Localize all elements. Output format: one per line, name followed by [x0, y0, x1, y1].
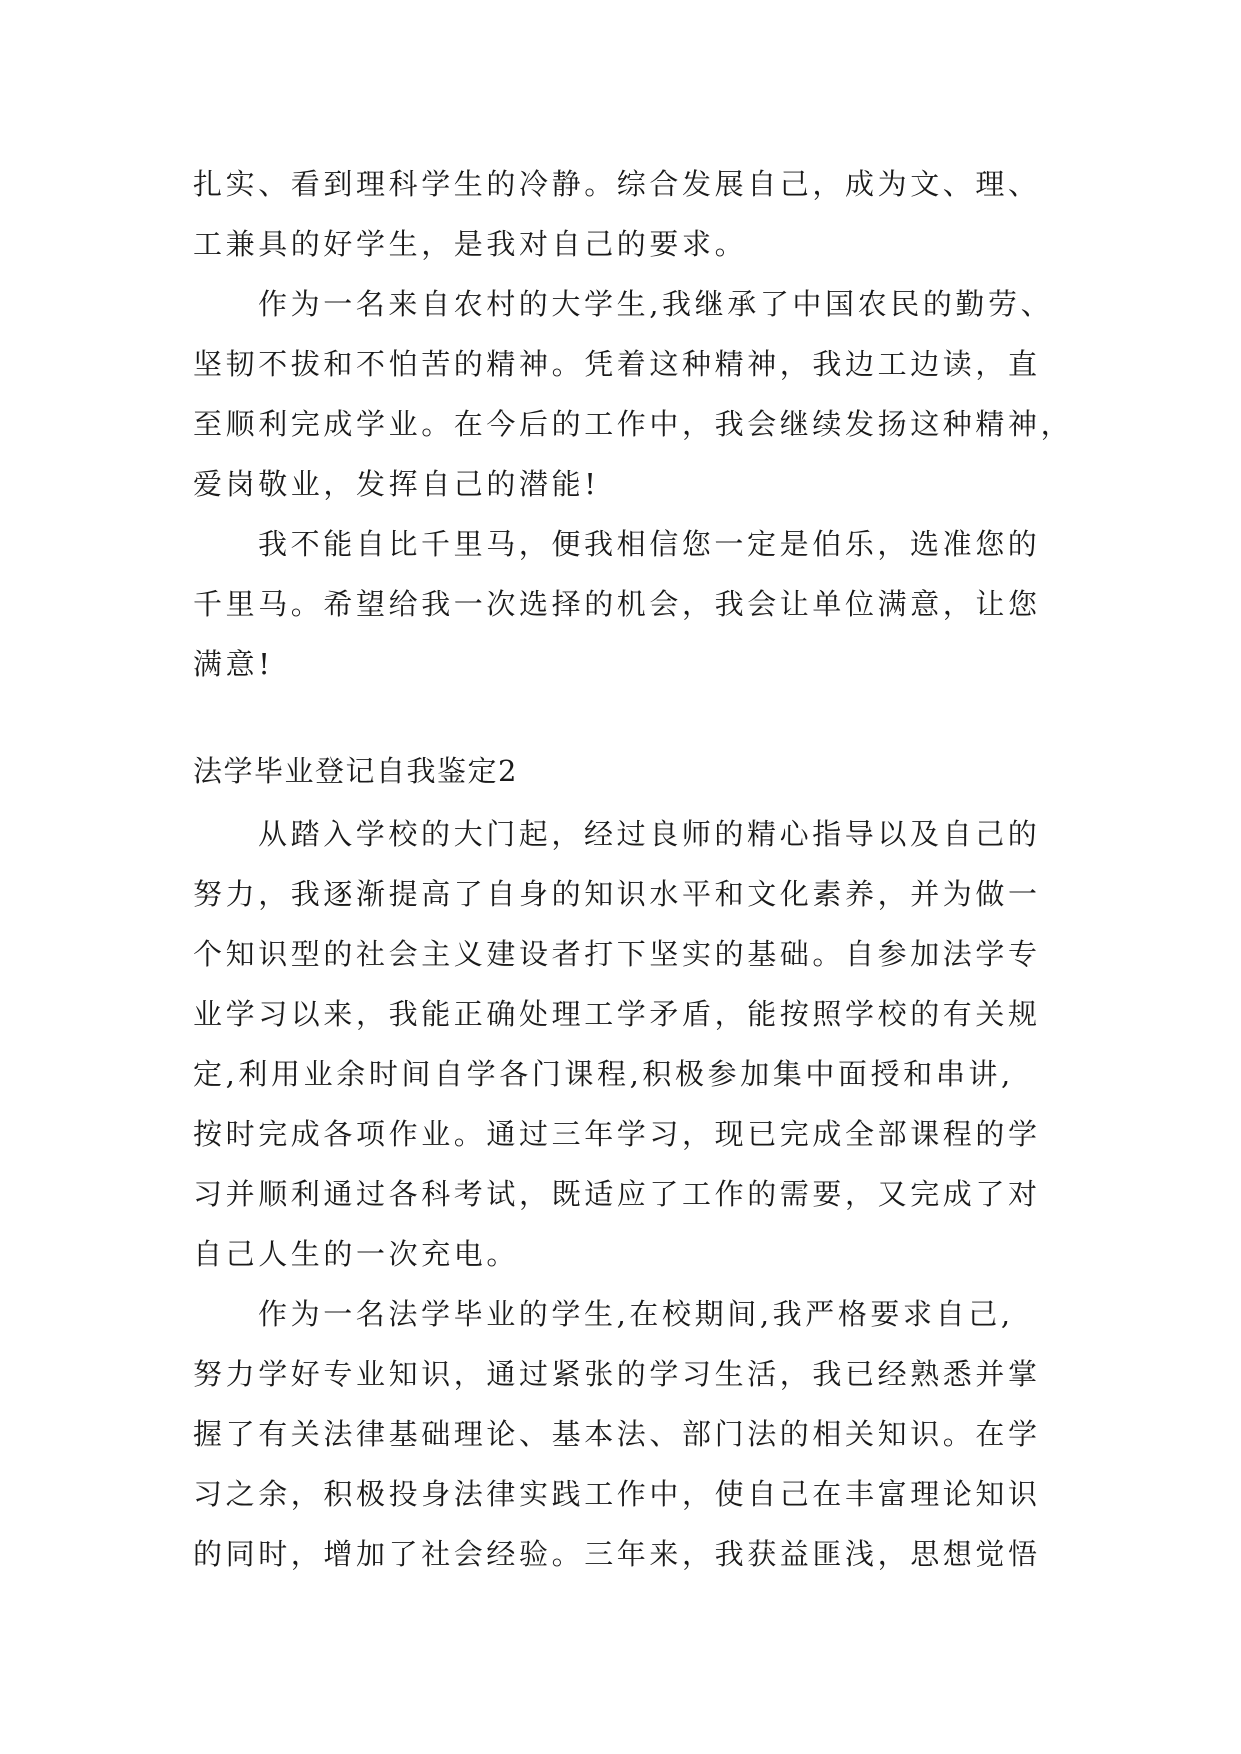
text-line: 按时完成各项作业。通过三年学习，现已完成全部课程的学 — [193, 1117, 1041, 1151]
text-line: 至顺利完成学业。在今后的工作中，我会继续发扬这种精神， — [193, 407, 1074, 441]
paragraph-start-line: 作为一名来自农村的大学生,我继承了中国农民的勤劳、 — [258, 287, 1054, 321]
text-line: 定,利用业余时间自学各门课程,积极参加集中面授和串讲, — [193, 1057, 1014, 1091]
section-heading: 法学毕业登记自我鉴定2 — [193, 754, 518, 788]
text-line: 业学习以来，我能正确处理工学矛盾，能按照学校的有关规 — [193, 997, 1041, 1031]
text-line: 坚韧不拔和不怕苦的精神。凭着这种精神，我边工边读，直 — [193, 347, 1041, 381]
text-line: 满意! — [193, 647, 274, 681]
text-line: 千里马。希望给我一次选择的机会，我会让单位满意，让您 — [193, 587, 1041, 621]
text-line: 工兼具的好学生，是我对自己的要求。 — [193, 227, 748, 261]
text-line: 习并顺利通过各科考试，既适应了工作的需要，又完成了对 — [193, 1177, 1041, 1211]
text-line: 习之余，积极投身法律实践工作中，使自己在丰富理论知识 — [193, 1477, 1041, 1511]
text-line: 扎实、看到理科学生的冷静。综合发展自己，成为文、理、 — [193, 167, 1041, 201]
text-line: 的同时，增加了社会经验。三年来，我获益匪浅，思想觉悟 — [193, 1537, 1041, 1571]
text-line: 握了有关法律基础理论、基本法、部门法的相关知识。在学 — [193, 1417, 1041, 1451]
paragraph-start-line: 作为一名法学毕业的学生,在校期间,我严格要求自己, — [258, 1297, 1014, 1331]
paragraph-start-line: 从踏入学校的大门起，经过良师的精心指导以及自己的 — [258, 817, 1041, 851]
text-line: 个知识型的社会主义建设者打下坚实的基础。自参加法学专 — [193, 937, 1041, 971]
text-line: 爱岗敬业，发挥自己的潜能! — [193, 467, 600, 501]
text-line: 自己人生的一次充电。 — [193, 1237, 520, 1271]
text-line: 努力学好专业知识，通过紧张的学习生活，我已经熟悉并掌 — [193, 1357, 1041, 1391]
text-line: 努力，我逐渐提高了自身的知识水平和文化素养，并为做一 — [193, 877, 1041, 911]
paragraph-start-line: 我不能自比千里马，便我相信您一定是伯乐，选准您的 — [258, 527, 1041, 561]
